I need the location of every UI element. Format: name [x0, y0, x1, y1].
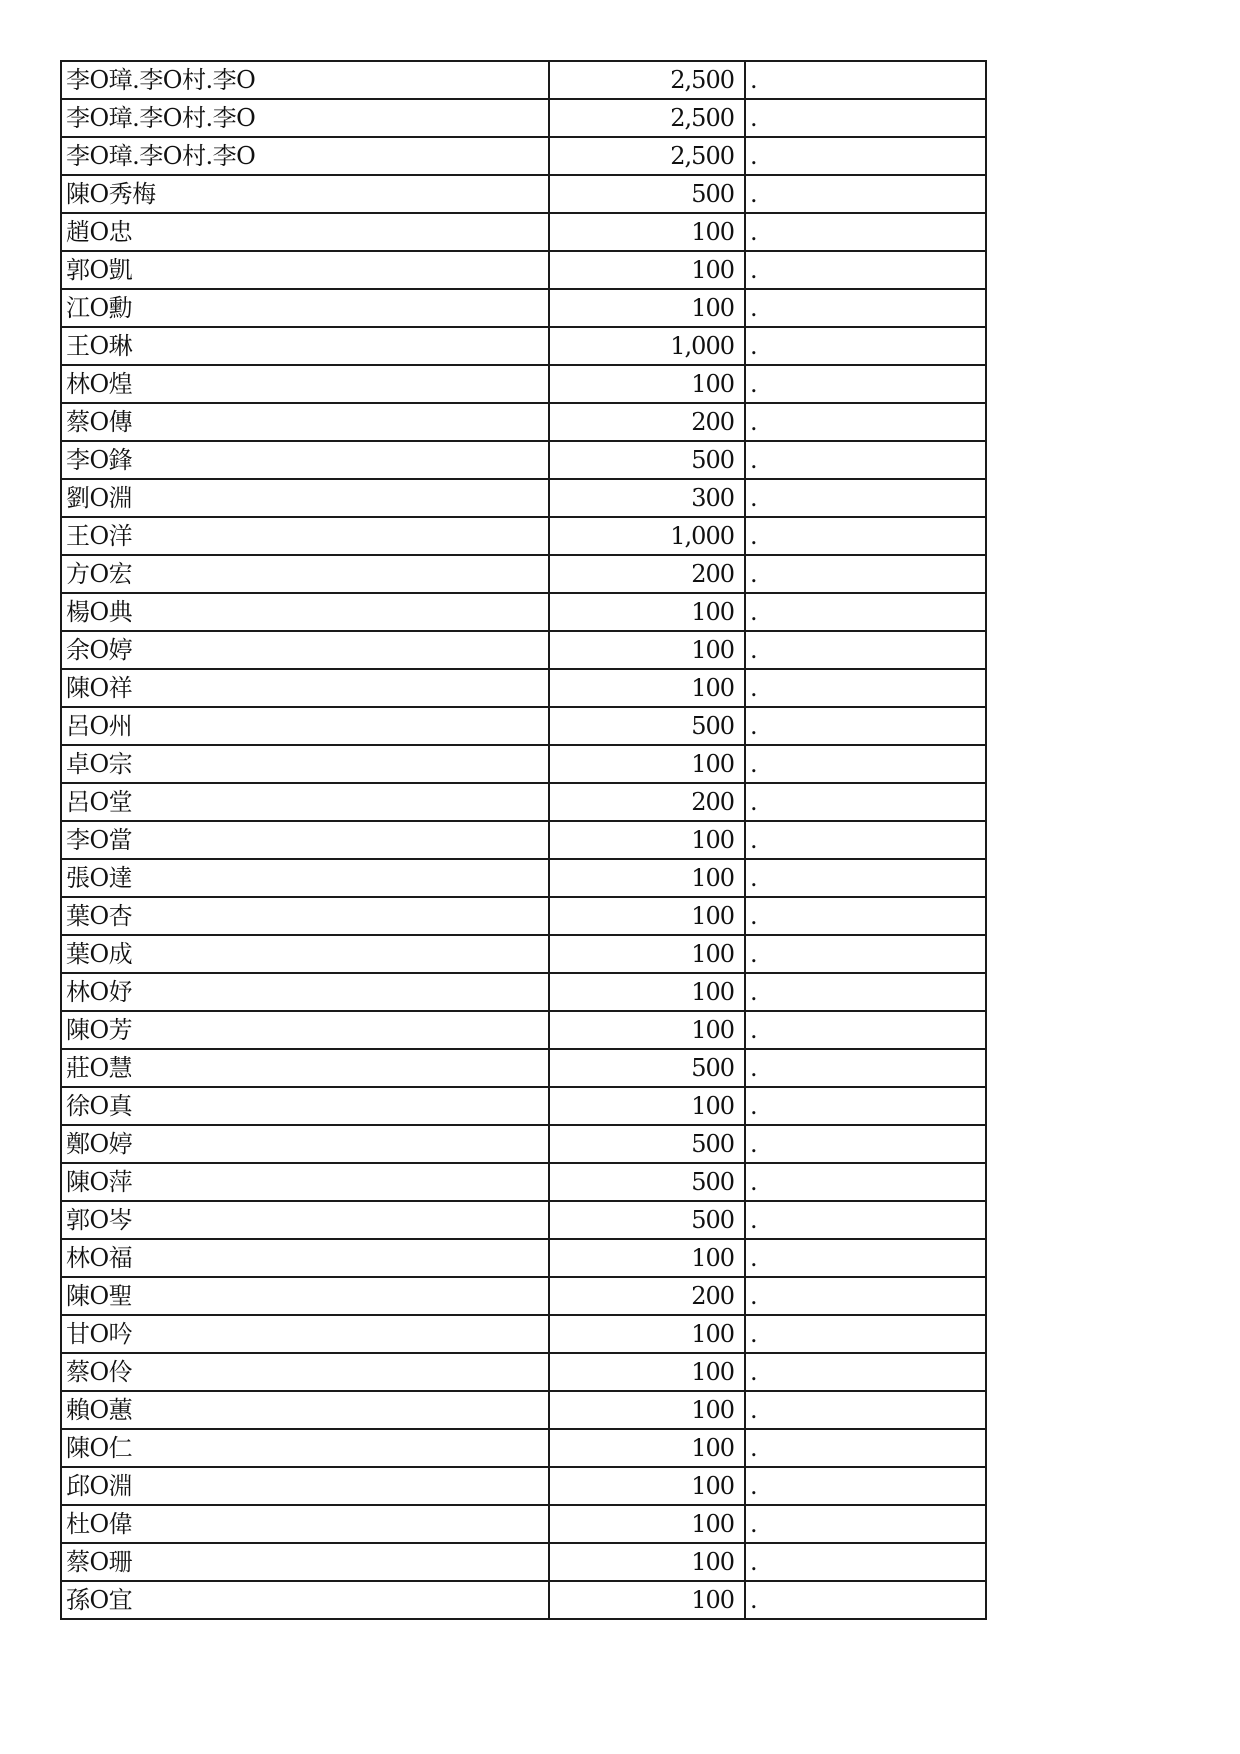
- note-cell: .: [745, 327, 986, 365]
- table-row: [61, 365, 986, 403]
- note-cell: .: [745, 137, 986, 175]
- table-row: [61, 1543, 986, 1581]
- donor-name-cell: 余O婷: [61, 631, 549, 669]
- donation-amount-cell: 500: [549, 1049, 745, 1087]
- donor-name-cell: 陳O聖: [61, 1277, 549, 1315]
- donation-table: [60, 60, 987, 1620]
- table-row: [61, 1353, 986, 1391]
- donor-name-cell: 呂O州: [61, 707, 549, 745]
- donor-name-cell: 王O洋: [61, 517, 549, 555]
- donor-name-cell: 蔡O伶: [61, 1353, 549, 1391]
- table-row: [61, 783, 986, 821]
- table-row: [61, 403, 986, 441]
- donor-name-cell: 李O璋.李O村.李O: [61, 61, 549, 99]
- donor-name-cell: 甘O吟: [61, 1315, 549, 1353]
- donation-amount-cell: 500: [549, 1201, 745, 1239]
- table-row: [61, 137, 986, 175]
- donation-amount-cell: 200: [549, 403, 745, 441]
- donor-name-cell: 蔡O傳: [61, 403, 549, 441]
- note-cell: .: [745, 365, 986, 403]
- note-cell: .: [745, 859, 986, 897]
- table-row: [61, 213, 986, 251]
- note-cell: .: [745, 669, 986, 707]
- donation-amount-cell: 300: [549, 479, 745, 517]
- donation-amount-cell: 100: [549, 669, 745, 707]
- donation-amount-cell: 1,000: [549, 517, 745, 555]
- donation-amount-cell: 100: [549, 1581, 745, 1619]
- donor-name-cell: 呂O堂: [61, 783, 549, 821]
- table-row: [61, 289, 986, 327]
- table-row: [61, 1011, 986, 1049]
- table-row: [61, 175, 986, 213]
- table-row: [61, 1125, 986, 1163]
- donation-amount-cell: 100: [549, 1467, 745, 1505]
- donation-amount-cell: 500: [549, 441, 745, 479]
- donation-amount-cell: 100: [549, 1429, 745, 1467]
- donor-name-cell: 林O煌: [61, 365, 549, 403]
- note-cell: .: [745, 1125, 986, 1163]
- table-row: [61, 1391, 986, 1429]
- note-cell: .: [745, 175, 986, 213]
- donation-amount-cell: 200: [549, 1277, 745, 1315]
- note-cell: .: [745, 1467, 986, 1505]
- donor-name-cell: 方O宏: [61, 555, 549, 593]
- donor-name-cell: 卓O宗: [61, 745, 549, 783]
- table-row: [61, 1087, 986, 1125]
- donor-name-cell: 王O琳: [61, 327, 549, 365]
- donor-name-cell: 莊O慧: [61, 1049, 549, 1087]
- donation-amount-cell: 100: [549, 821, 745, 859]
- note-cell: .: [745, 1315, 986, 1353]
- donation-amount-cell: 100: [549, 631, 745, 669]
- donor-name-cell: 趙O忠: [61, 213, 549, 251]
- donation-amount-cell: 100: [549, 1391, 745, 1429]
- donor-name-cell: 葉O成: [61, 935, 549, 973]
- table-row: [61, 1049, 986, 1087]
- donation-amount-cell: 100: [549, 1239, 745, 1277]
- donation-amount-cell: 100: [549, 1315, 745, 1353]
- table-row: [61, 1581, 986, 1619]
- table-row: [61, 441, 986, 479]
- table-row: [61, 1201, 986, 1239]
- donor-name-cell: 郭O凱: [61, 251, 549, 289]
- donor-name-cell: 陳O芳: [61, 1011, 549, 1049]
- note-cell: .: [745, 441, 986, 479]
- note-cell: .: [745, 403, 986, 441]
- note-cell: .: [745, 1543, 986, 1581]
- donation-amount-cell: 100: [549, 859, 745, 897]
- donation-amount-cell: 2,500: [549, 137, 745, 175]
- note-cell: .: [745, 1011, 986, 1049]
- table-row: [61, 593, 986, 631]
- table-row: [61, 859, 986, 897]
- donor-name-cell: 李O鋒: [61, 441, 549, 479]
- donation-amount-cell: 2,500: [549, 99, 745, 137]
- note-cell: .: [745, 251, 986, 289]
- donor-name-cell: 陳O萍: [61, 1163, 549, 1201]
- table-row: [61, 61, 986, 99]
- donor-name-cell: 陳O仁: [61, 1429, 549, 1467]
- donation-amount-cell: 2,500: [549, 61, 745, 99]
- table-row: [61, 1277, 986, 1315]
- note-cell: .: [745, 555, 986, 593]
- donation-amount-cell: 100: [549, 897, 745, 935]
- table-row: [61, 897, 986, 935]
- donor-name-cell: 江O勳: [61, 289, 549, 327]
- note-cell: .: [745, 631, 986, 669]
- table-row: [61, 1315, 986, 1353]
- table-row: [61, 821, 986, 859]
- donor-name-cell: 林O妤: [61, 973, 549, 1011]
- donor-name-cell: 劉O淵: [61, 479, 549, 517]
- donor-name-cell: 楊O典: [61, 593, 549, 631]
- donor-name-cell: 陳O祥: [61, 669, 549, 707]
- table-row: [61, 669, 986, 707]
- note-cell: .: [745, 1353, 986, 1391]
- note-cell: .: [745, 1201, 986, 1239]
- donor-name-cell: 李O璋.李O村.李O: [61, 137, 549, 175]
- note-cell: .: [745, 1239, 986, 1277]
- donation-amount-cell: 1,000: [549, 327, 745, 365]
- donor-name-cell: 賴O蕙: [61, 1391, 549, 1429]
- table-row: [61, 99, 986, 137]
- donation-amount-cell: 100: [549, 365, 745, 403]
- note-cell: .: [745, 935, 986, 973]
- note-cell: .: [745, 973, 986, 1011]
- table-row: [61, 555, 986, 593]
- donation-amount-cell: 500: [549, 707, 745, 745]
- note-cell: .: [745, 593, 986, 631]
- donation-amount-cell: 100: [549, 1087, 745, 1125]
- donation-amount-cell: 100: [549, 745, 745, 783]
- donor-name-cell: 陳O秀梅: [61, 175, 549, 213]
- note-cell: .: [745, 1429, 986, 1467]
- donor-name-cell: 李O當: [61, 821, 549, 859]
- note-cell: .: [745, 707, 986, 745]
- note-cell: .: [745, 517, 986, 555]
- note-cell: .: [745, 1163, 986, 1201]
- note-cell: .: [745, 897, 986, 935]
- table-row: [61, 707, 986, 745]
- note-cell: .: [745, 99, 986, 137]
- table-row: [61, 327, 986, 365]
- table-row: [61, 479, 986, 517]
- donor-name-cell: 邱O淵: [61, 1467, 549, 1505]
- donor-name-cell: 林O福: [61, 1239, 549, 1277]
- donation-amount-cell: 500: [549, 1163, 745, 1201]
- donation-amount-cell: 100: [549, 251, 745, 289]
- donation-amount-cell: 100: [549, 1353, 745, 1391]
- donation-amount-cell: 100: [549, 1505, 745, 1543]
- note-cell: .: [745, 745, 986, 783]
- donation-amount-cell: 100: [549, 935, 745, 973]
- donor-name-cell: 徐O真: [61, 1087, 549, 1125]
- donation-amount-cell: 500: [549, 175, 745, 213]
- donation-amount-cell: 200: [549, 783, 745, 821]
- donor-name-cell: 孫O宜: [61, 1581, 549, 1619]
- note-cell: .: [745, 1087, 986, 1125]
- table-row: [61, 973, 986, 1011]
- donor-name-cell: 葉O杏: [61, 897, 549, 935]
- note-cell: .: [745, 1277, 986, 1315]
- donation-amount-cell: 100: [549, 289, 745, 327]
- donor-name-cell: 郭O岑: [61, 1201, 549, 1239]
- note-cell: .: [745, 213, 986, 251]
- donor-name-cell: 蔡O珊: [61, 1543, 549, 1581]
- table-row: [61, 1505, 986, 1543]
- donation-amount-cell: 200: [549, 555, 745, 593]
- donation-amount-cell: 100: [549, 593, 745, 631]
- donation-table-body: [61, 61, 986, 1619]
- donor-name-cell: 杜O偉: [61, 1505, 549, 1543]
- note-cell: .: [745, 1581, 986, 1619]
- note-cell: .: [745, 821, 986, 859]
- note-cell: .: [745, 61, 986, 99]
- donation-amount-cell: 100: [549, 1011, 745, 1049]
- table-row: [61, 1429, 986, 1467]
- note-cell: .: [745, 1049, 986, 1087]
- donor-name-cell: 鄭O婷: [61, 1125, 549, 1163]
- donor-name-cell: 李O璋.李O村.李O: [61, 99, 549, 137]
- donation-amount-cell: 100: [549, 973, 745, 1011]
- table-row: [61, 251, 986, 289]
- donation-amount-cell: 500: [549, 1125, 745, 1163]
- note-cell: .: [745, 479, 986, 517]
- donation-amount-cell: 100: [549, 213, 745, 251]
- note-cell: .: [745, 1505, 986, 1543]
- table-row: [61, 517, 986, 555]
- note-cell: .: [745, 289, 986, 327]
- note-cell: .: [745, 783, 986, 821]
- table-row: [61, 1163, 986, 1201]
- note-cell: .: [745, 1391, 986, 1429]
- donor-name-cell: 張O達: [61, 859, 549, 897]
- table-row: [61, 631, 986, 669]
- table-row: [61, 935, 986, 973]
- table-row: [61, 1467, 986, 1505]
- table-row: [61, 1239, 986, 1277]
- table-row: [61, 745, 986, 783]
- donation-amount-cell: 100: [549, 1543, 745, 1581]
